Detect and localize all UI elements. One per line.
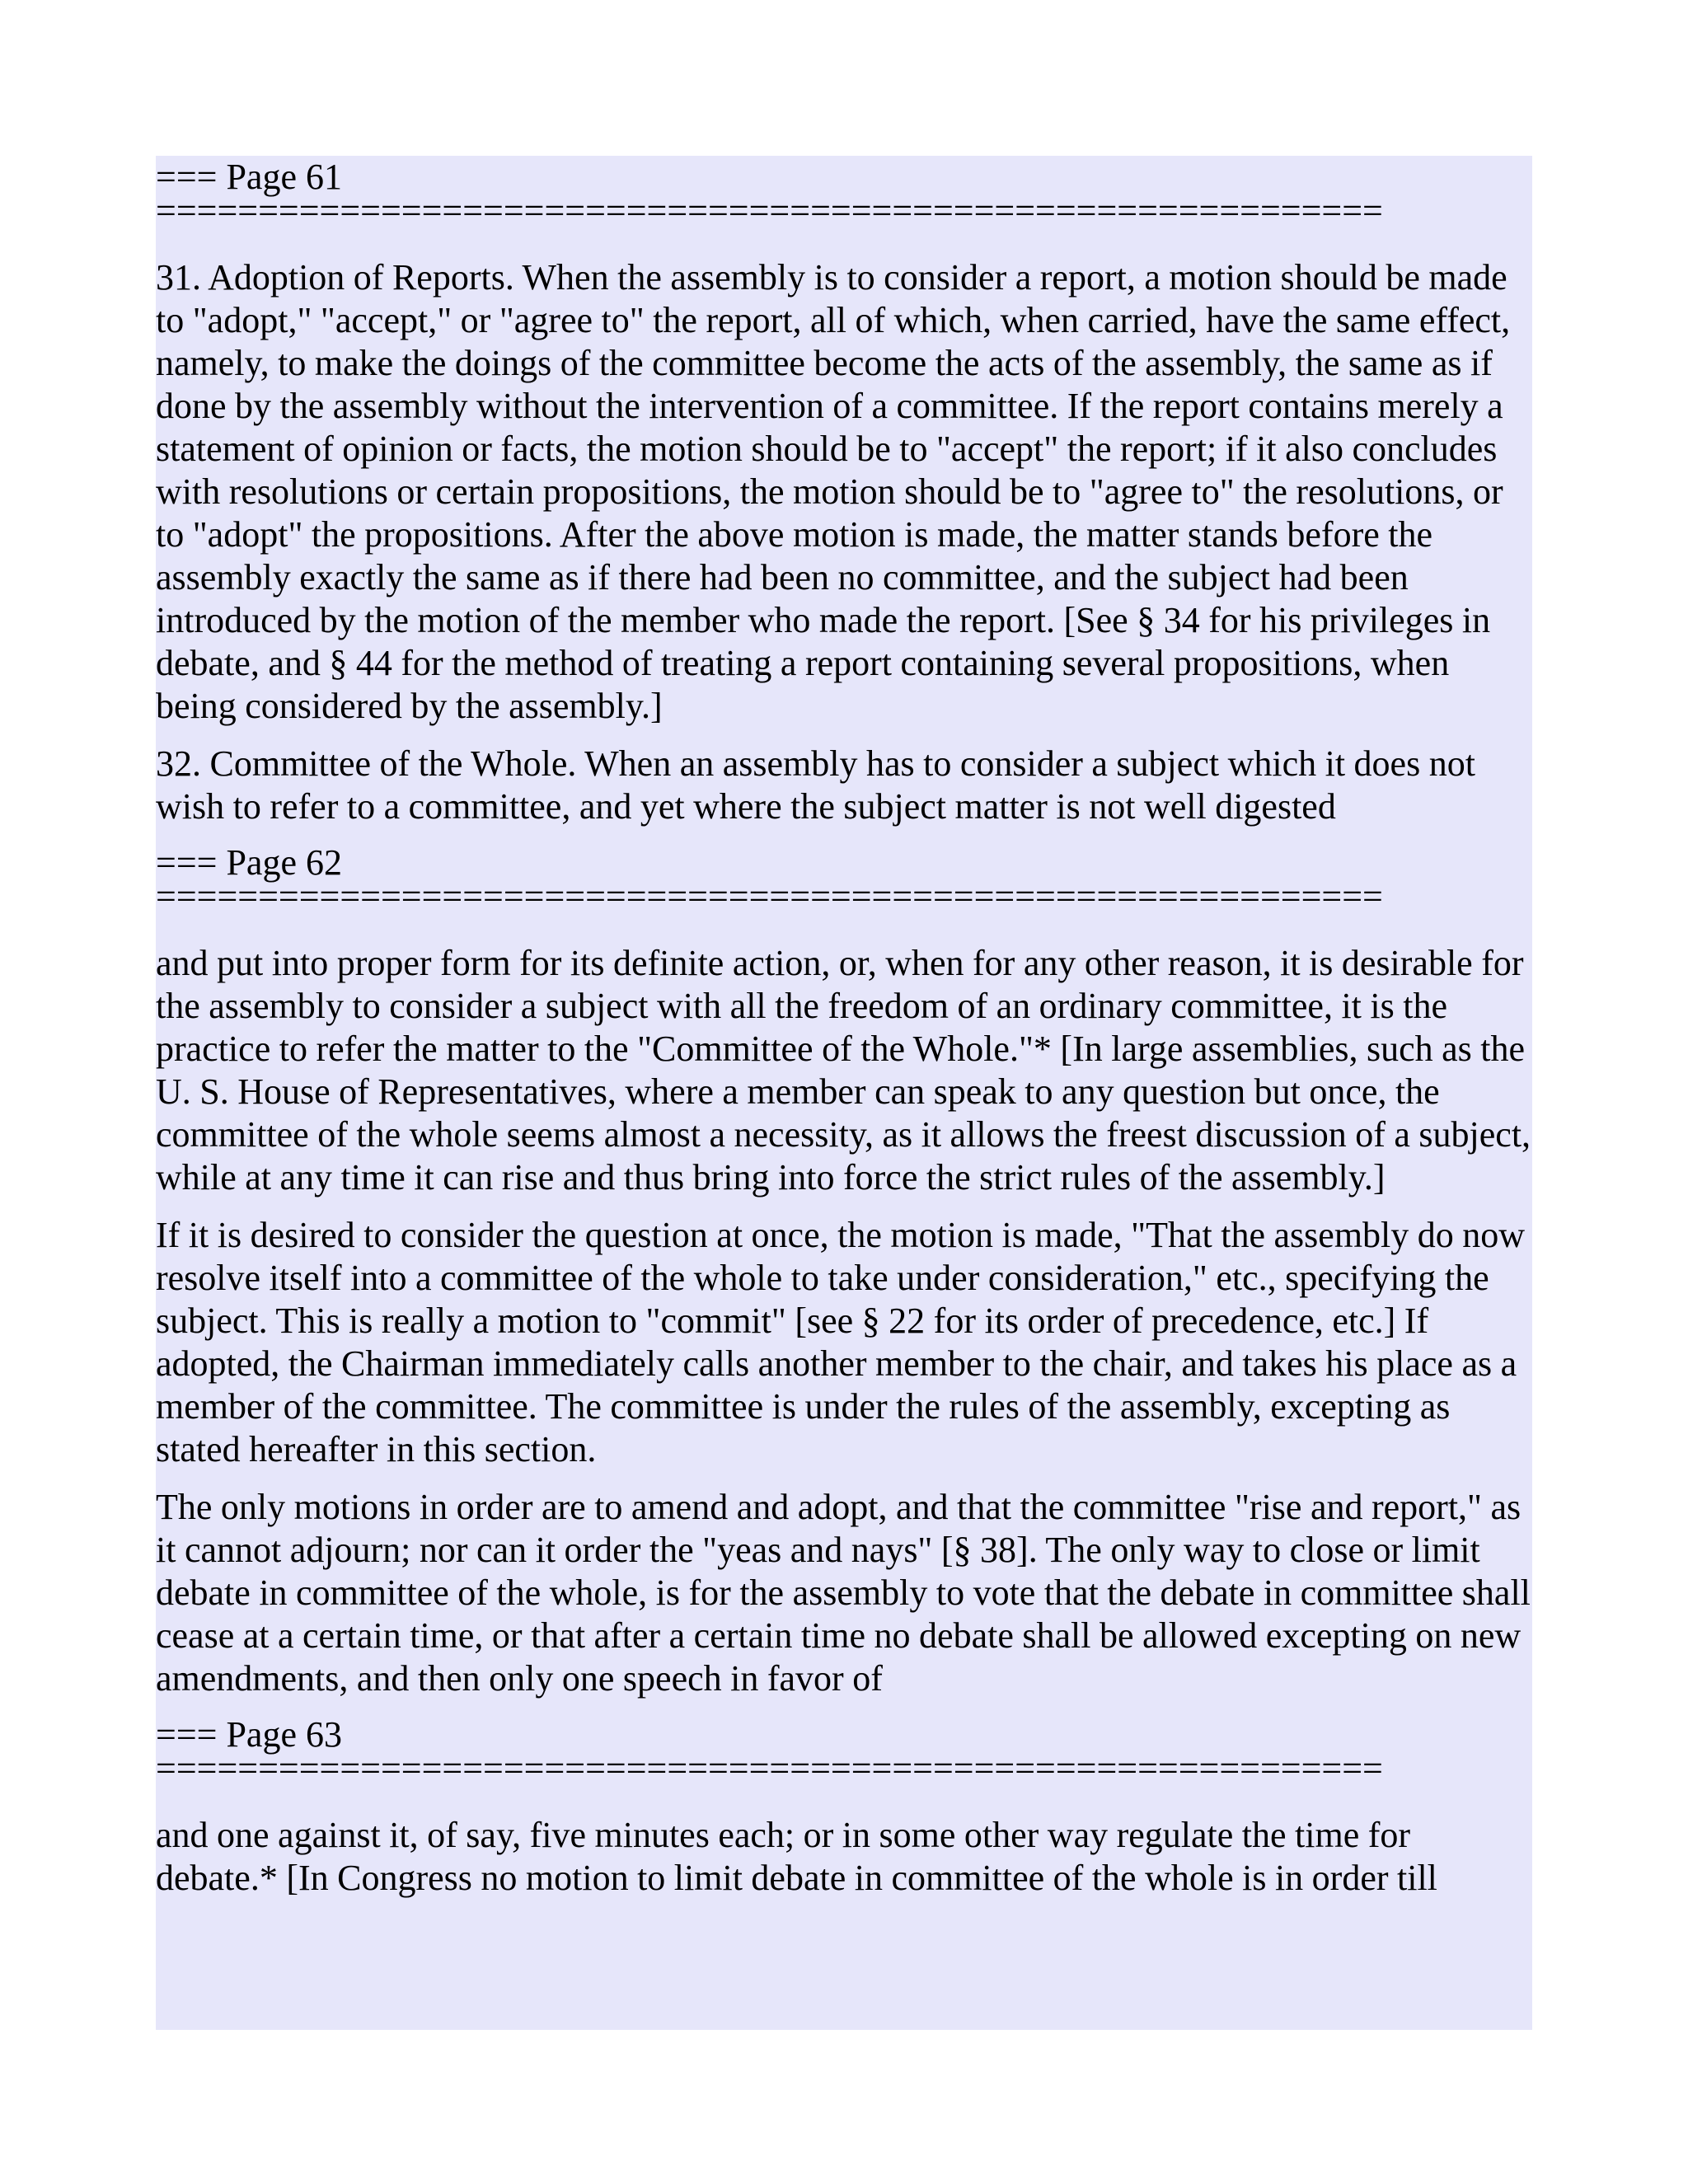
paragraph-resolve-into-committee: If it is desired to consider the question at once, the motion is made, "That the assembly do now resolve itself into a committee of the whole to take under consideration," etc., specifying the subject. This is really a motion to "commit" [see § 22 for its order of precedence, etc.] If adopted, the Chairman immediately calls another member to the chair, and takes his place as a member of the committee. The committee is under the rules of the assembly, excepting as stated hereafter in this section. xyxy=(156,1215,1526,1469)
spacer xyxy=(156,241,1532,256)
page-rule-61: ============================================================ xyxy=(156,199,1383,231)
page-rule-62: ============================================================ xyxy=(156,884,1383,916)
paragraph-32-committee-of-the-whole: 32. Committee of the Whole. When an assembly has to consider a subject which it does not wish to refer to a committee, and yet where the subject matter is not well digested xyxy=(156,743,1475,827)
paragraph-limit-debate: and one against it, of say, five minutes each; or in some other way regulate the time for debate.* [In Congress no motion to limit debate in committee of the whole is in order till xyxy=(156,1815,1437,1898)
page-marker-63: === Page 63 xyxy=(156,1714,342,1755)
document-page xyxy=(156,156,1532,2030)
page-marker-61: === Page 61 xyxy=(156,157,342,197)
paragraph-motions-in-order: The only motions in order are to amend and adopt, and that the committee "rise and report," as it cannot adjourn; nor can it order the "yeas and nays" [§ 38]. The only way to close or limit debate in committee of the whole, is for the assembly to vote that the debate in committee shall cease at a certain time, or that after a certain time no debate shall be allowed excepting on new amendments, and then only one speech in favor of xyxy=(156,1487,1531,1699)
paragraph-continuation-committee-of-the-whole: and put into proper form for its definite action, or, when for any other reason, it is desirable for the assembly to consider a subject with all the freedom of an ordinary committee, it is the practice to refer the matter to the "Committee of the Whole."* [In large assemblies, such as the U. S. House of Representatives, where a member can speak to any question but once, the committee of the whole seems almost a necessity, as it allows the freest discussion of a subject, while at any time it can rise and thus bring into force the strict rules of the assembly.] xyxy=(156,943,1531,1197)
page-rule-63: ============================================================ xyxy=(156,1756,1383,1788)
spacer xyxy=(156,927,1532,942)
page-marker-62: === Page 62 xyxy=(156,842,342,883)
paragraph-31-adoption-of-reports: 31. Adoption of Reports. When the assembly is to consider a report, a motion should be made to "adopt," "accept," or "agree to" the report, all of which, when carried, have the same effect, namely, to make the doings of the committee become the acts of the assembly, the same as if done by the assembly without the intervention of a committee. If the report contains merely a statement of opinion or facts, the motion should be to "accept" the report; if it also concludes with resolutions or certain propositions, the motion should be to "agree to" the resolutions, or to "adopt" the propositions. After the above motion is made, the matter stands before the assembly exactly the same as if there had been no committee, and the subject had been introduced by the motion of the member who made the report. [See § 34 for his privileges in debate, and § 44 for the method of treating a report containing several propositions, when being considered by the assembly.] xyxy=(156,257,1511,726)
spacer xyxy=(156,1799,1532,1814)
